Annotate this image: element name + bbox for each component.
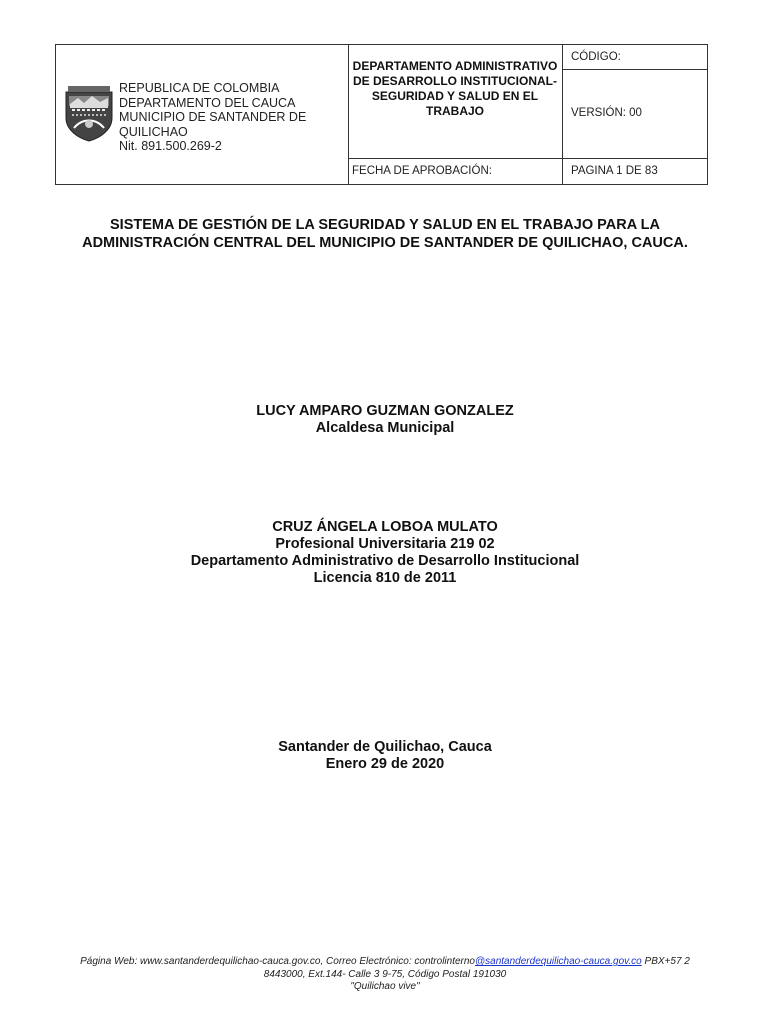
document-title: SISTEMA DE GESTIÓN DE LA SEGURIDAD Y SALUD EN EL TRABAJO PARA LA ADMINISTRACIÓN CENTRAL DEL MUNICIPIO DE SANTANDER DE QUILICHAO, CAUCA. <box>82 217 688 251</box>
footer-website-text: Página Web: www.santanderdequilichao-cauca.gov.co, Correo Electrónico: controlinterno <box>80 956 475 967</box>
place-city: Santander de Quilichao, Cauca <box>278 739 492 755</box>
org-line-country: REPUBLICA DE COLOMBIA <box>119 81 280 95</box>
page-number-field: PAGINA 1 DE 83 <box>571 165 658 177</box>
department-title: DEPARTAMENTO ADMINISTRATIVO DE DESARROLLO INSTITUCIONAL- SEGURIDAD Y SALUD EN EL TRABAJO <box>352 59 558 118</box>
professional-role: Profesional Universitaria 219 02 <box>275 536 495 552</box>
organization-lines <box>119 81 306 154</box>
footer-line-2: 8443000, Ext.144- Calle 3 9-75, Código Postal 191030 <box>263 968 507 980</box>
header-divider-3 <box>562 69 708 70</box>
professional-name: CRUZ ÁNGELA LOBOA MULATO <box>272 519 498 535</box>
footer-line-1 <box>30 956 740 969</box>
place-date: Enero 29 de 2020 <box>325 756 445 772</box>
footer-phone-text: PBX+57 2 <box>641 956 690 967</box>
approval-date-field: FECHA DE APROBACIÓN: <box>352 165 492 177</box>
organization-block <box>64 81 349 154</box>
professional-license: Licencia 810 de 2011 <box>313 570 457 586</box>
document-header-table <box>55 44 708 185</box>
org-line-nit: Nit. 891.500.269-2 <box>119 139 222 153</box>
version-field: VERSIÓN: 00 <box>571 107 642 119</box>
professional-department: Departamento Administrativo de Desarrollo Institucional <box>190 553 580 569</box>
municipal-coat-of-arms-logo <box>64 84 114 142</box>
org-line-municipality-cont: QUILICHAO <box>119 124 188 139</box>
org-line-municipality: MUNICIPIO DE SANTANDER DE <box>119 110 307 124</box>
footer-motto: "Quilichao vive" <box>350 981 420 992</box>
header-divider-2 <box>562 45 563 184</box>
footer-email-link[interactable]: @santanderdequilichao-cauca.gov.co <box>475 956 642 967</box>
org-line-department: DEPARTAMENTO DEL CAUCA <box>119 95 296 110</box>
mayor-role: Alcaldesa Municipal <box>315 420 455 436</box>
mayor-name: LUCY AMPARO GUZMAN GONZALEZ <box>256 403 514 419</box>
page-footer <box>30 956 740 994</box>
header-divider-4 <box>348 158 708 159</box>
code-field: CÓDIGO: <box>571 51 621 63</box>
